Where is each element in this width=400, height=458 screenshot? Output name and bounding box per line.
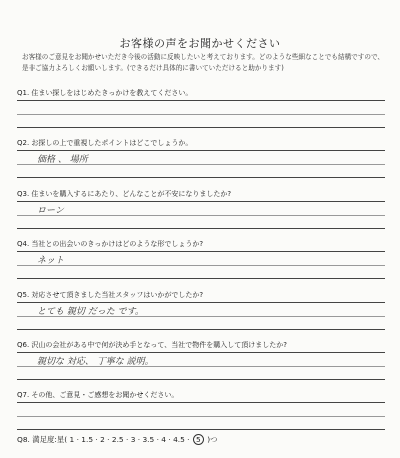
question-2-label: Q2. お探しの上で重視したポイントはどこでしょうか。 [17, 139, 193, 147]
question-4-answer: ネット [37, 256, 65, 266]
question-6-answer: 親切な 対応、 丁寧な 説明。 [37, 357, 154, 367]
question-7-label: Q7. その他、ご意見・ご感想をお聞かせください。 [17, 391, 179, 399]
question-5-answer-box [17, 302, 385, 330]
rating-option-4-5[interactable]: 4.5 [173, 435, 185, 444]
question-7-answer-box [17, 402, 385, 430]
question-3-answer: ローン [37, 206, 64, 216]
rating-option-1-5[interactable]: 1.5 [81, 435, 94, 444]
rating-prefix: Q8. 満足度:星( [17, 435, 68, 444]
rating-option-2-5[interactable]: 2.5 [111, 435, 124, 444]
page-title: お客様の声をお聞かせください [119, 37, 281, 50]
question-1-label: Q1. 住まい探しをはじめたきっかけを教えてください。 [17, 89, 193, 97]
question-3-label: Q3. 住まいを購入するにあたり、どんなことが不安になりましたか? [17, 190, 232, 198]
rating-option-5[interactable]: 5 [193, 434, 204, 445]
question-5-answer: とても 親切 だった です。 [37, 307, 144, 317]
rating-separator: · [74, 435, 82, 444]
rating-separator: · [104, 435, 112, 444]
rating-separator: · [184, 435, 192, 444]
question-5-label: Q5. 対応させて頂きました当社スタッフはいかがでしたか? [17, 291, 204, 299]
question-4-label: Q4. 当社との出会いのきっかけはどのような形でしょうか? [17, 240, 204, 248]
rating-option-1[interactable]: 1 [69, 435, 75, 444]
question-3-answer-box [17, 201, 385, 229]
rating-separator: · [123, 435, 131, 444]
rating-option-4[interactable]: 4 [161, 435, 166, 444]
rating-option-2[interactable]: 2 [100, 435, 105, 444]
rating-option-3-5[interactable]: 3.5 [142, 435, 155, 444]
question-2-answer: 価格 、 場所 [37, 155, 88, 165]
question-2-answer-box [17, 150, 385, 178]
question-6-label: Q6. 沢山の会社がある中で何が決め手となって、当社で物件を購入して頂けましたか? [17, 341, 287, 349]
rating-separator: · [93, 435, 101, 444]
satisfaction-rating [17, 434, 218, 445]
rating-separator: · [135, 435, 143, 444]
question-4-answer-box [17, 251, 385, 279]
rating-separator: · [166, 435, 174, 444]
rating-suffix: )つ [207, 435, 218, 444]
rating-separator: · [154, 435, 162, 444]
rating-options [70, 435, 205, 444]
question-6-answer-box [17, 352, 385, 380]
question-1-answer-box [17, 100, 385, 128]
rating-option-3[interactable]: 3 [130, 435, 136, 444]
intro-text: お客様のご意見をお聞かせいただき今後の活動に反映したいと考えております。どのような些細なことでも結構ですので、是非ご協力よろしくお願いします。(できるだけ具体的に書いていただけると助かります) [22, 53, 384, 72]
